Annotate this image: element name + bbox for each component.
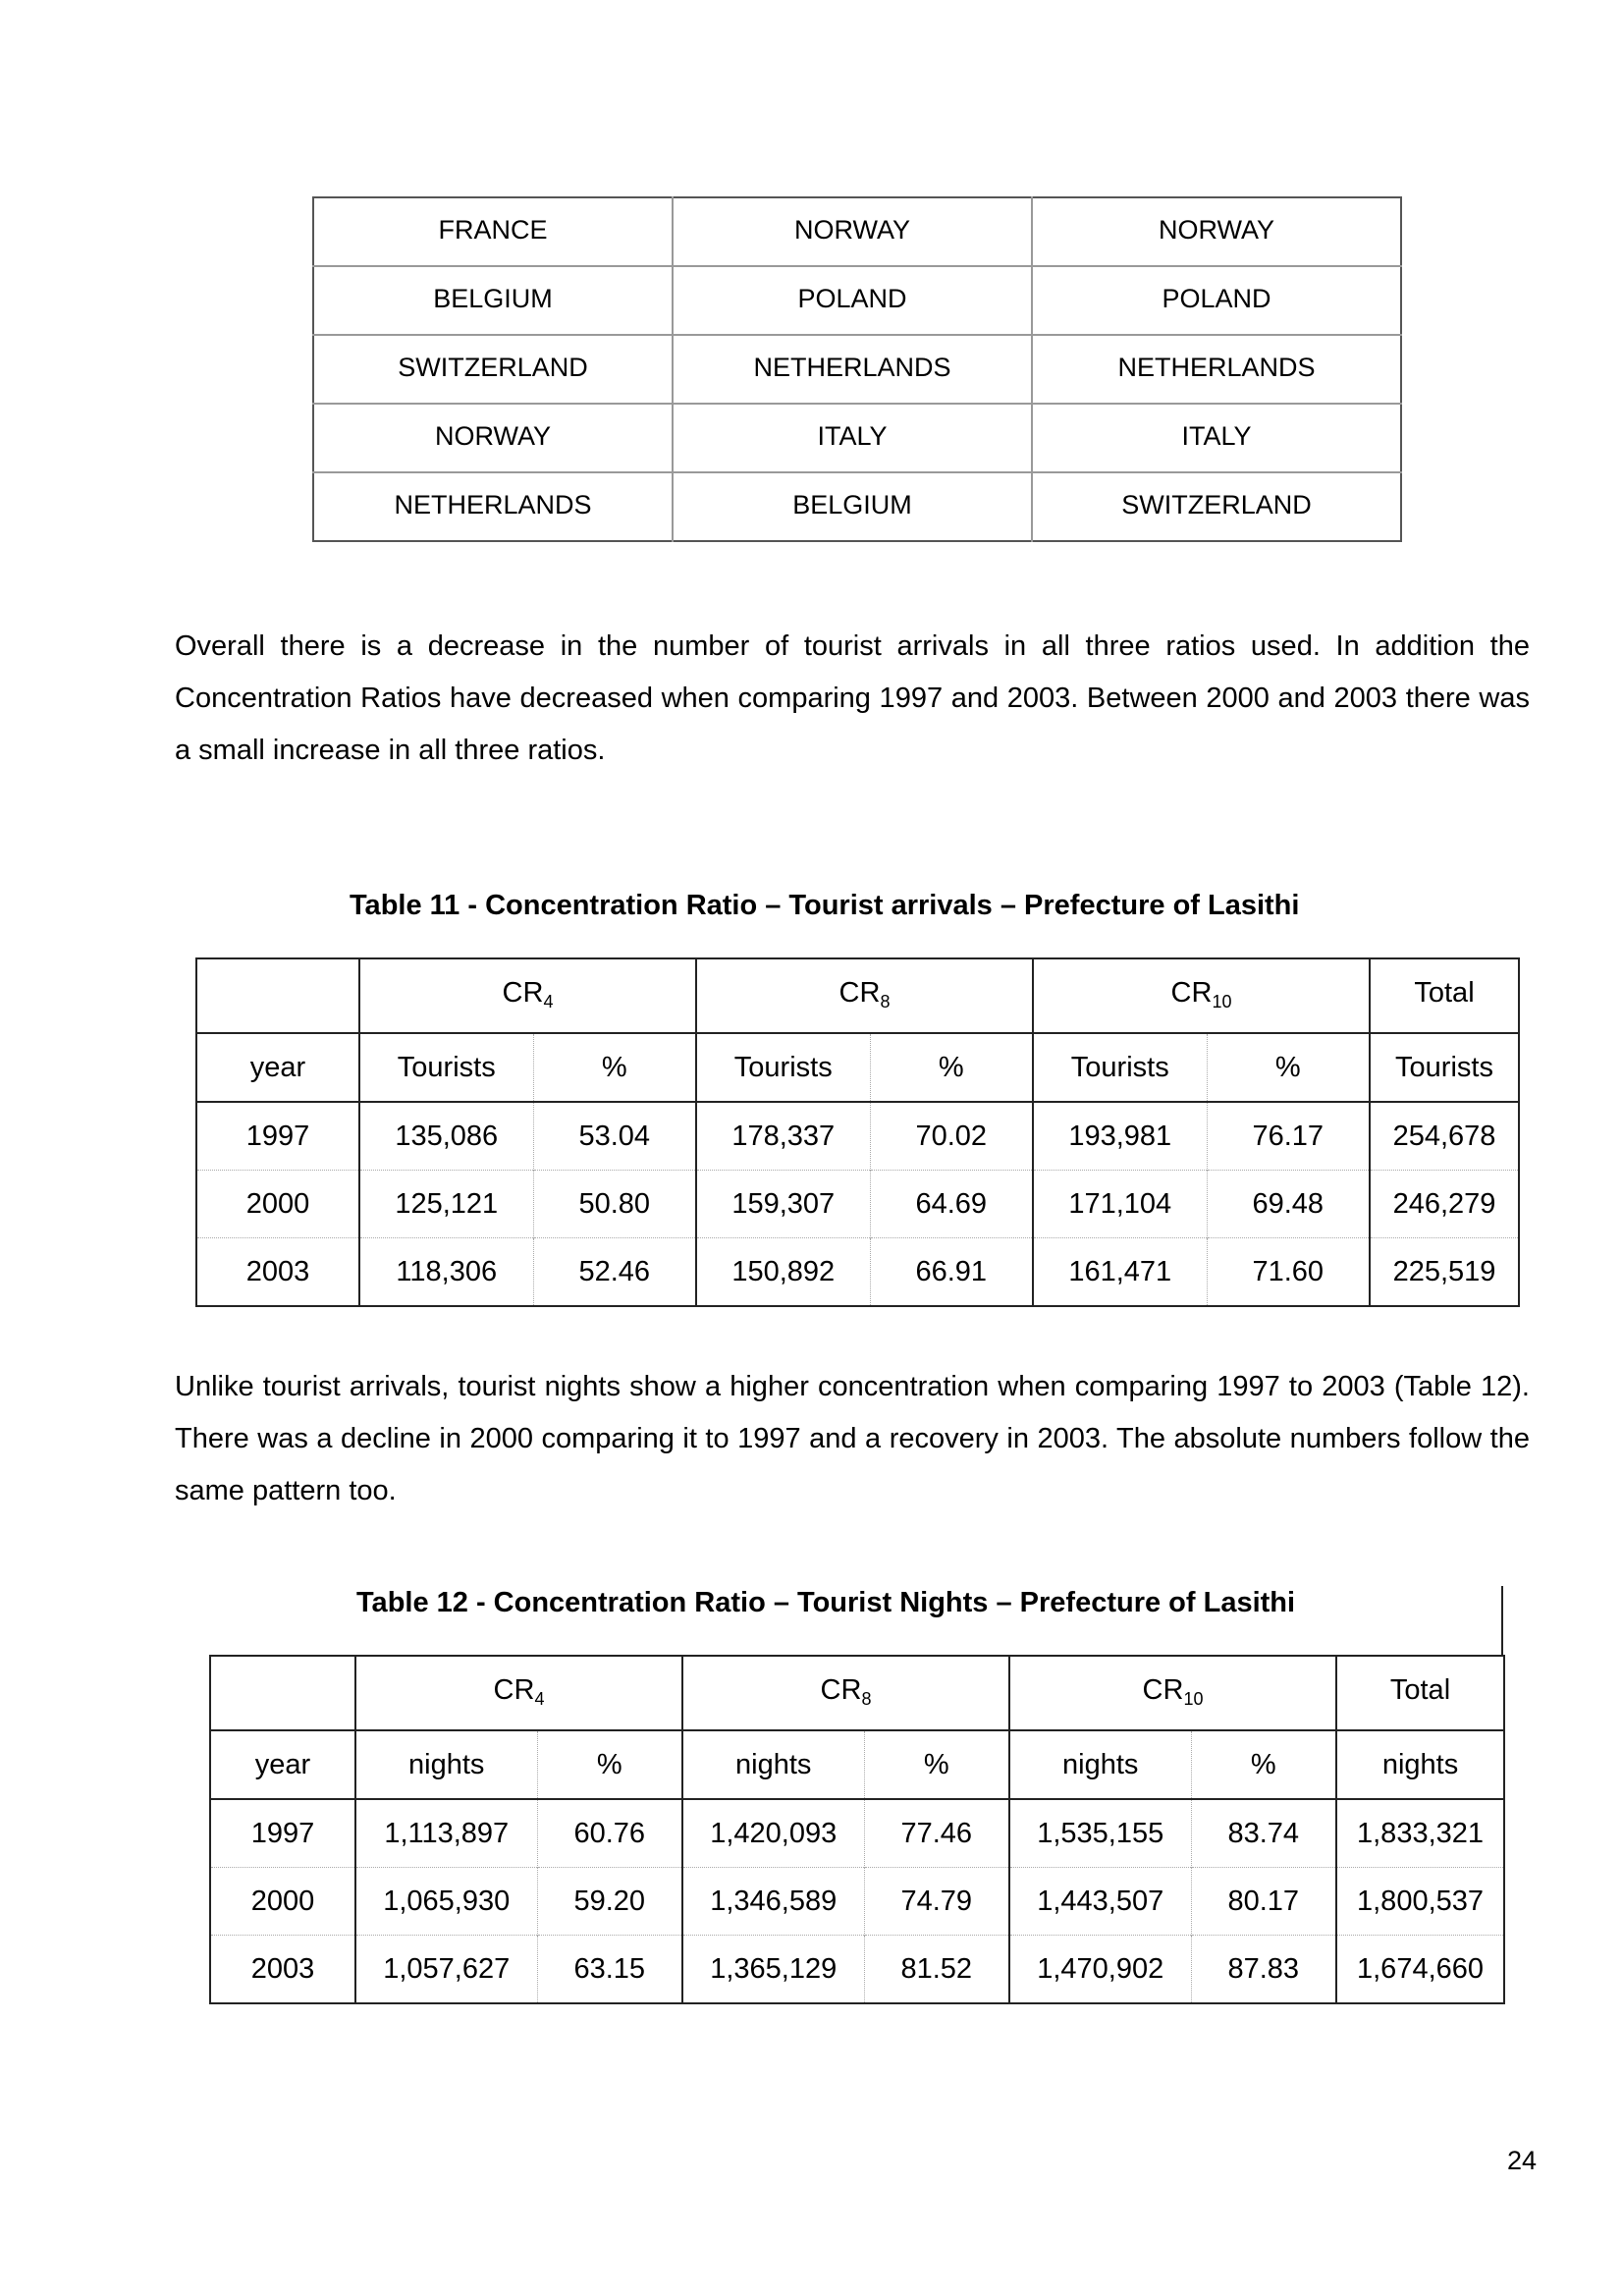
table-cell: NETHERLANDS <box>313 472 673 541</box>
body-paragraph: Overall there is a decrease in the number of tourist arrivals in all three ratios used. In addition the Concentration Ratios have decreased when comparing 1997 and 2003. Between 2000 and 2003 there was a small increase in all three ratios. <box>175 630 1530 766</box>
table-row <box>313 404 1401 472</box>
table-cell: 87.83 <box>1191 1936 1336 2004</box>
table-cell: 80.17 <box>1191 1868 1336 1936</box>
table-cell: FRANCE <box>438 214 548 245</box>
table-cell: NETHERLANDS <box>1032 335 1401 404</box>
table-cell: 1,365,129 <box>682 1936 864 2004</box>
table-cell: 77.46 <box>864 1799 1009 1868</box>
table-cell: 225,519 <box>1370 1238 1519 1307</box>
header-cr4-sub: 4 <box>543 991 554 1011</box>
subheader-cell: % <box>1207 1033 1370 1102</box>
table-cell: 1,443,507 <box>1009 1868 1191 1936</box>
table-row <box>196 1238 1519 1307</box>
table-cell: 2000 <box>196 1171 359 1238</box>
table-cell: 171,104 <box>1033 1171 1207 1238</box>
table-cell: 193,981 <box>1033 1102 1207 1171</box>
table-cell: ITALY <box>1032 404 1401 472</box>
table-cell: 150,892 <box>696 1238 870 1307</box>
table-cell: NORWAY <box>673 197 1032 266</box>
table-cell: POLAND <box>1032 266 1401 335</box>
table-cell: POLAND <box>673 266 1032 335</box>
header-cr10 <box>1009 1656 1336 1730</box>
header-cr10-label: CR <box>1142 1673 1184 1706</box>
header-cr8-sub: 8 <box>880 991 891 1011</box>
table-cell: 1,113,897 <box>355 1799 537 1868</box>
subheader-cell: % <box>870 1033 1033 1102</box>
table-cell: BELGIUM <box>673 472 1032 541</box>
table-cell: 81.52 <box>864 1936 1009 2004</box>
subheader-cell: Tourists <box>359 1033 533 1102</box>
subheader-cell: % <box>864 1730 1009 1799</box>
table-cell: NORWAY <box>1032 197 1401 266</box>
table-cell: 59.20 <box>537 1868 682 1936</box>
header-cr4 <box>359 958 696 1033</box>
table-cell: 1,833,321 <box>1336 1799 1504 1868</box>
table-cell: 1997 <box>196 1102 359 1171</box>
table-cell: 125,121 <box>359 1171 533 1238</box>
table-cell: 2003 <box>196 1238 359 1307</box>
subheader-cell: year <box>196 1033 359 1102</box>
header-total: Total <box>1370 958 1519 1033</box>
table-cell: 52.46 <box>533 1238 696 1307</box>
table-cell: 2003 <box>210 1936 355 2004</box>
table-cell: 69.48 <box>1207 1171 1370 1238</box>
table-row <box>210 1868 1504 1936</box>
table-cell: 76.17 <box>1207 1102 1370 1171</box>
table-cell: 1997 <box>210 1799 355 1868</box>
table-11-caption: Table 11 - Concentration Ratio – Tourist arrivals – Prefecture of Lasithi <box>350 890 1300 921</box>
subheader-cell: nights <box>1009 1730 1191 1799</box>
table-cell: 83.74 <box>1191 1799 1336 1868</box>
header-cr8 <box>696 958 1033 1033</box>
header-cr8-label: CR <box>838 976 881 1009</box>
table-row <box>196 1171 1519 1238</box>
subheader-cell: year <box>210 1730 355 1799</box>
table-cell: 50.80 <box>533 1171 696 1238</box>
table-cell: NETHERLANDS <box>673 335 1032 404</box>
table-12-border-line <box>1501 1586 1503 1657</box>
header-cr10-sub: 10 <box>1183 1688 1204 1709</box>
table-cell: 74.79 <box>864 1868 1009 1936</box>
header-cr10-label: CR <box>1170 976 1213 1009</box>
country-table <box>312 196 1402 542</box>
table-cell: 1,470,902 <box>1009 1936 1191 2004</box>
table-cell: SWITZERLAND <box>313 335 673 404</box>
subheader-cell: Tourists <box>1033 1033 1207 1102</box>
table-cell: 1,674,660 <box>1336 1936 1504 2004</box>
subheader-cell: Tourists <box>696 1033 870 1102</box>
table-cell: 64.69 <box>870 1171 1033 1238</box>
subheader-cell: % <box>1191 1730 1336 1799</box>
table-header-row <box>210 1656 1504 1730</box>
table-cell: 118,306 <box>359 1238 533 1307</box>
subheader-cell: nights <box>355 1730 537 1799</box>
subheader-cell: % <box>537 1730 682 1799</box>
header-cr8-label: CR <box>820 1673 862 1706</box>
table-11 <box>195 957 1520 1307</box>
table-cell: 1,535,155 <box>1009 1799 1191 1868</box>
table-cell: NORWAY <box>313 404 673 472</box>
header-cell-empty <box>196 958 359 1033</box>
table-cell: 1,420,093 <box>682 1799 864 1868</box>
table-cell: 1,065,930 <box>355 1868 537 1936</box>
table-cell: SWITZERLAND <box>1032 472 1401 541</box>
table-cell: 1,346,589 <box>682 1868 864 1936</box>
header-cr4-sub: 4 <box>534 1688 545 1709</box>
table-row <box>313 266 1401 335</box>
table-12 <box>209 1655 1505 2004</box>
table-cell: 1,057,627 <box>355 1936 537 2004</box>
header-total: Total <box>1336 1656 1504 1730</box>
table-row <box>313 197 1401 266</box>
table-cell: 53.04 <box>533 1102 696 1171</box>
table-subheader-row <box>210 1730 1504 1799</box>
table-cell: 161,471 <box>1033 1238 1207 1307</box>
header-cr8 <box>682 1656 1009 1730</box>
table-row <box>210 1936 1504 2004</box>
table-header-row <box>196 958 1519 1033</box>
header-cell-empty <box>210 1656 355 1730</box>
body-paragraph: Unlike tourist arrivals, tourist nights show a higher concentration when comparing 1997 to 2003 (Table 12). There was a decline in 2000 comparing it to 1997 and a recovery in 2003. The absolute numbers follow the same pattern too. <box>175 1371 1530 1506</box>
table-cell: ITALY <box>673 404 1032 472</box>
table-cell: 2000 <box>210 1868 355 1936</box>
table-row <box>196 1102 1519 1171</box>
table-cell: 1,800,537 <box>1336 1868 1504 1936</box>
header-cr10 <box>1033 958 1370 1033</box>
table-12-caption: Table 12 - Concentration Ratio – Tourist Nights – Prefecture of Lasithi <box>356 1587 1296 1618</box>
table-cell: 246,279 <box>1370 1171 1519 1238</box>
table-row <box>313 335 1401 404</box>
header-cr8-sub: 8 <box>861 1688 872 1709</box>
header-cr4-label: CR <box>493 1673 535 1706</box>
table-cell: 159,307 <box>696 1171 870 1238</box>
table-row <box>313 472 1401 541</box>
subheader-cell: % <box>533 1033 696 1102</box>
table-subheader-row <box>196 1033 1519 1102</box>
table-cell: 254,678 <box>1370 1102 1519 1171</box>
table-cell: 66.91 <box>870 1238 1033 1307</box>
header-cr10-sub: 10 <box>1212 991 1232 1011</box>
subheader-cell: nights <box>1336 1730 1504 1799</box>
header-cr4 <box>355 1656 682 1730</box>
table-row <box>210 1799 1504 1868</box>
table-cell: 135,086 <box>359 1102 533 1171</box>
table-cell: 63.15 <box>537 1936 682 2004</box>
header-cr4-label: CR <box>502 976 544 1009</box>
subheader-cell: nights <box>682 1730 864 1799</box>
subheader-cell: Tourists <box>1370 1033 1519 1102</box>
table-cell: 71.60 <box>1207 1238 1370 1307</box>
table-cell: BELGIUM <box>313 266 673 335</box>
table-cell: 178,337 <box>696 1102 870 1171</box>
table-cell: 70.02 <box>870 1102 1033 1171</box>
table-cell: 60.76 <box>537 1799 682 1868</box>
page-number: 24 <box>1507 2146 1538 2175</box>
